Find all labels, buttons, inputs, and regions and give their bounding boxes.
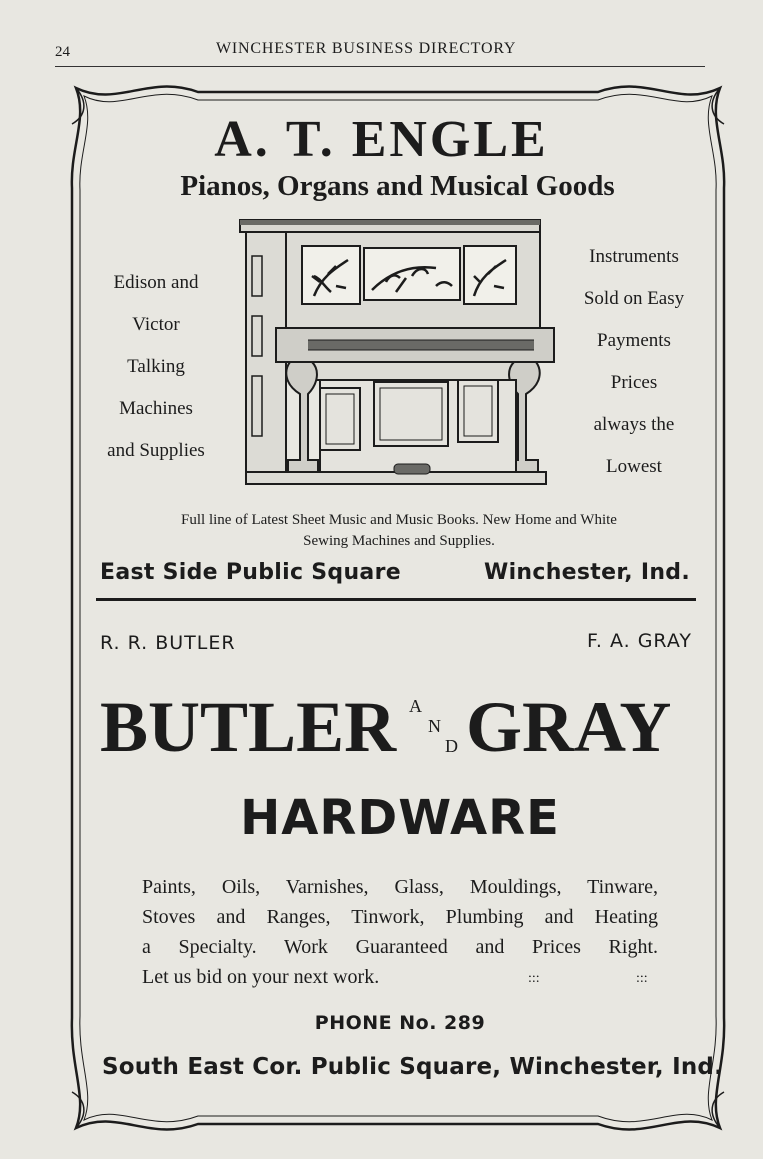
body-line: a Specialty. Work Guaranteed and Prices Right. [142,936,658,958]
ad-divider [96,598,696,601]
firm-name-butler: BUTLER [100,687,397,767]
right-column-line: Prices [610,372,658,393]
body-line: Paints, Oils, Varnishes, Glass, Mouldings, Tinware, [142,876,658,898]
ornament-dots: ::: [528,971,540,986]
engle-subtitle: Pianos, Organs and Musical Goods [180,170,615,202]
and-letter: N [428,716,441,736]
right-column-line: Lowest [606,456,662,477]
engle-left-column [92,262,220,472]
and-letter: A [409,696,422,716]
phone-number: PHONE No. 289 [314,1012,486,1034]
footer-line: Sewing Machines and Supplies. [303,533,495,549]
header-rule [55,66,705,67]
body-line: Stoves and Ranges, Tinwork, Plumbing and Heating [142,906,658,928]
left-column-line: Victor [132,314,180,335]
butler-gray-address: South East Cor. Public Square, Winchester, Ind. [102,1054,723,1080]
engle-address-street: East Side Public Square [100,560,401,585]
engle-footer-text [96,510,702,552]
partner-name-right: F. A. GRAY [587,630,692,652]
left-column-line: and Supplies [107,440,205,461]
right-column-line: Sold on Easy [583,288,685,309]
firm-name-gray: GRAY [466,687,672,767]
running-header: WINCHESTER BUSINESS DIRECTORY [216,40,517,57]
ad-body-text [142,872,658,992]
body-line-last [142,962,658,992]
right-column-line: always the [593,414,675,435]
footer-line: Full line of Latest Sheet Music and Music Books. New Home and White [181,512,617,528]
engle-address-city: Winchester, Ind. [484,560,691,585]
left-column-line: Talking [127,356,185,377]
page-number: 24 [55,44,70,60]
engle-right-column [566,236,702,488]
ornament-dots: ::: [636,971,648,986]
partner-name-left: R. R. BUTLER [100,632,236,654]
piano-illustration [236,216,558,500]
business-type: HARDWARE [240,790,560,846]
engle-business-name: A. T. ENGLE [214,111,549,168]
left-column-line: Machines [119,398,193,419]
right-column-line: Instruments [589,246,679,267]
left-column-line: Edison and [113,272,199,293]
and-letter: D [445,736,458,756]
right-column-line: Payments [597,330,671,351]
body-line: Let us bid on your next work. [142,966,380,988]
